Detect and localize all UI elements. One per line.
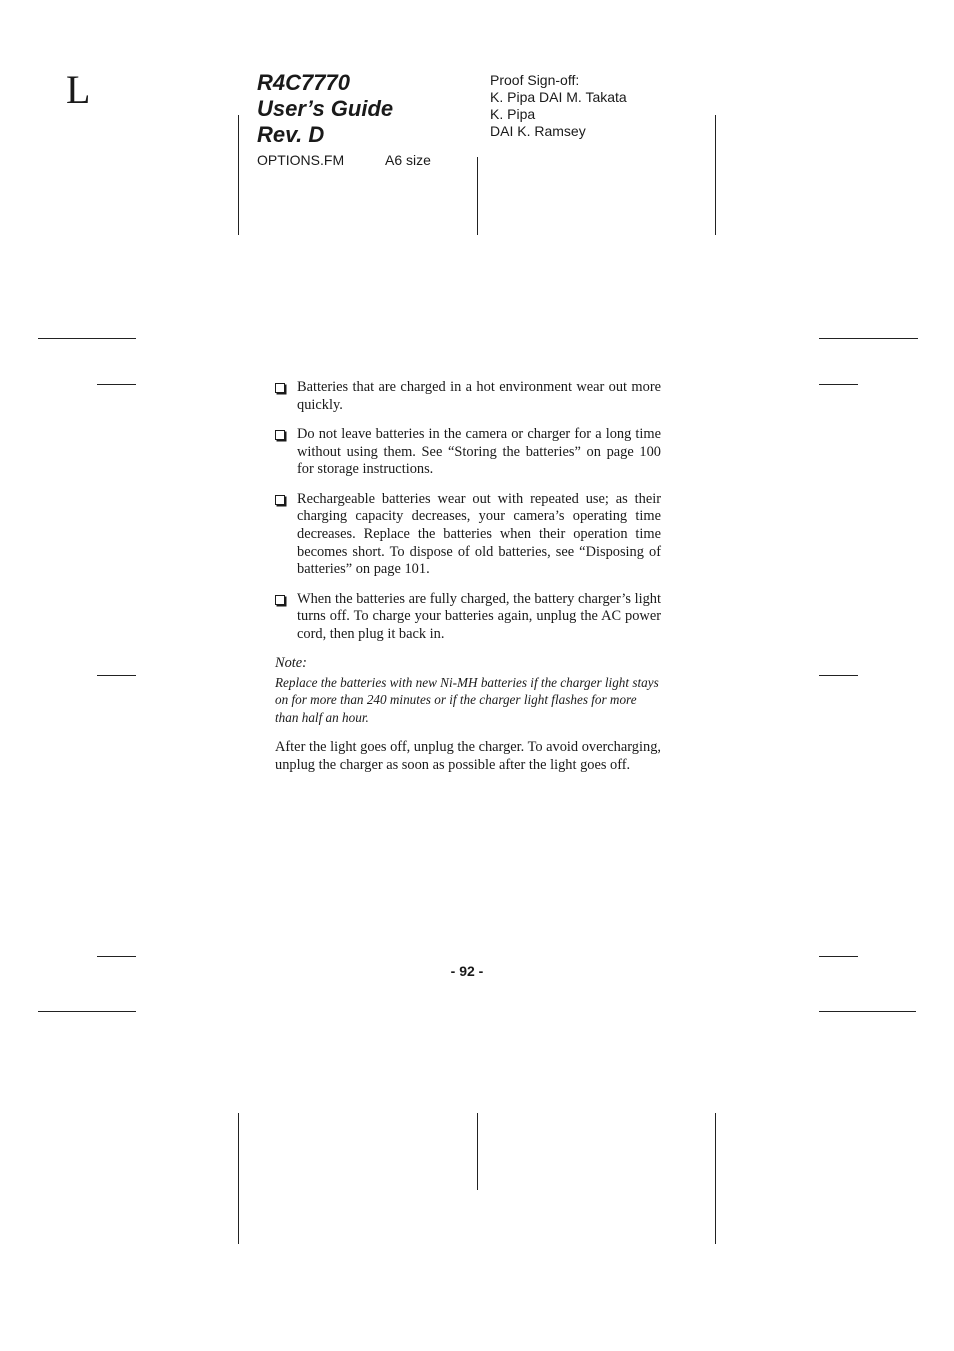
proof-line: DAI K. Ramsey — [490, 123, 586, 139]
checkbox-bullet-icon — [275, 383, 285, 393]
proof-signoff — [490, 72, 627, 140]
title-line-revision: Rev. D — [257, 122, 325, 147]
title-line-product: R4C7770 — [257, 70, 350, 95]
list-item — [275, 426, 661, 479]
crop-mark-horizontal — [819, 384, 858, 385]
size-label: A6 size — [385, 152, 431, 168]
checkbox-bullet-icon — [275, 495, 285, 505]
note-label: Note: — [275, 655, 307, 672]
list-item — [275, 379, 661, 414]
crop-mark-horizontal — [819, 1011, 916, 1012]
page-number: - 92 - — [450, 963, 484, 979]
checkbox-bullet-icon — [275, 595, 285, 605]
crop-mark-horizontal — [97, 675, 136, 676]
crop-mark-horizontal — [819, 338, 918, 339]
crop-mark-vertical — [238, 1113, 239, 1244]
crop-mark-vertical — [477, 1113, 478, 1190]
crop-mark-horizontal — [819, 956, 858, 957]
filename-label: OPTIONS.FM — [257, 152, 345, 168]
crop-mark-horizontal — [819, 675, 858, 676]
main-content — [275, 379, 661, 775]
list-item-text: Batteries that are charged in a hot environment wear out more quickly. — [297, 379, 661, 413]
body-paragraph: After the light goes off, unplug the charger. To avoid overcharging, unplug the charger as soon as possible after the light goes off. — [275, 739, 661, 774]
list-item-text: Rechargeable batteries wear out with repeated use; as their charging capacity decreases, your camera’s operating time decreases. Replace the batteries when their operation time becomes short. To dispose of old batteries, see “Disposing of batteries” on page 101. — [297, 490, 661, 578]
crop-mark-horizontal — [97, 384, 136, 385]
document-title — [257, 70, 393, 148]
list-item-text: Do not leave batteries in the camera or charger for a long time without using them. See “Storing the batteries” on page 100 for storage instructions. — [297, 425, 661, 478]
proof-line: K. Pipa — [490, 106, 536, 122]
list-item — [275, 491, 661, 580]
crop-mark-horizontal — [97, 956, 136, 957]
title-line-guide: User’s Guide — [257, 96, 394, 121]
checkbox-bullet-icon — [275, 430, 285, 440]
crop-mark-vertical — [238, 115, 239, 235]
note-text: Replace the batteries with new Ni-MH batteries if the charger light stays on for more than 240 minutes or if the charger light flashes for more than half an hour. — [275, 674, 659, 725]
crop-mark-vertical — [715, 1113, 716, 1244]
crop-mark-vertical — [477, 157, 478, 235]
list-item-text: When the batteries are fully charged, the battery charger’s light turns off. To charge your batteries again, unplug the AC power cord, then plug it back in. — [297, 590, 661, 642]
crop-mark-vertical — [715, 115, 716, 235]
list-item — [275, 591, 661, 644]
proof-line: K. Pipa DAI M. Takata — [490, 89, 627, 105]
proof-line: Proof Sign-off: — [490, 72, 580, 88]
corner-letter: L — [66, 67, 91, 112]
crop-mark-horizontal — [38, 1011, 136, 1012]
crop-mark-horizontal — [38, 338, 136, 339]
